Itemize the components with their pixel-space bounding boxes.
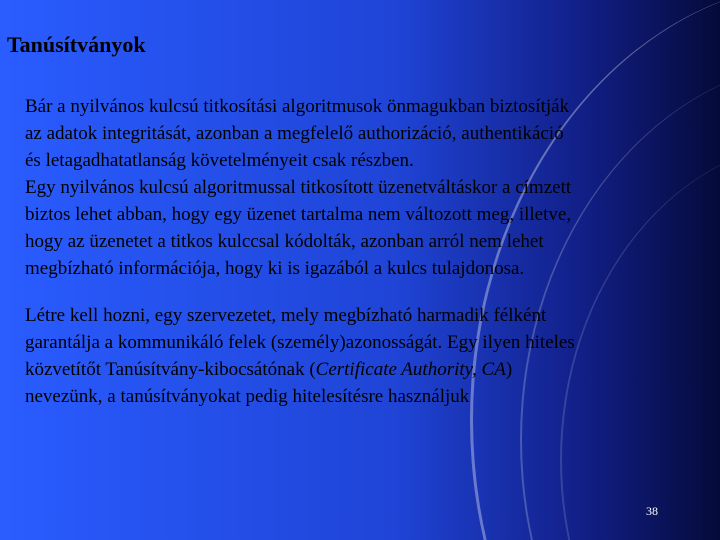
text-line: az adatok integritását, azonban a megfelelő authorizáció, authentikáció [25, 123, 564, 144]
text-line: garantálja a kommunikáló felek (személy)azonosságát. Egy ilyen hiteles [25, 332, 575, 353]
text-line-prefix: közvetítőt Tanúsítvány-kibocsátónak ( [25, 359, 316, 380]
text-line: Létre kell hozni, egy szervezetet, mely megbízható harmadik félként [25, 305, 547, 326]
text-line-suffix: ) [505, 359, 513, 380]
text-line: biztos lehet abban, hogy egy üzenet tartalma nem változott meg, illetve, [25, 204, 572, 225]
italic-term: Certificate Authority, CA [315, 359, 506, 380]
paragraph-message-exchange [25, 174, 719, 282]
text-line: Egy nyilvános kulcsú algoritmussal titkosított üzenetváltáskor a címzett [25, 177, 572, 198]
page-number: 38 [646, 504, 658, 518]
slide-title: Tanúsítványok [7, 32, 146, 57]
paragraph-certificate-authority [25, 302, 719, 410]
text-line: Bár a nyilvános kulcsú titkosítási algoritmusok önmagukban biztosítják [25, 96, 570, 117]
text-line: hogy az üzenetet a titkos kulccsal kódolták, azonban arról nem lehet [25, 231, 544, 252]
text-line: és letagadhatatlanság követelményeit csak részben. [25, 150, 414, 171]
paragraph-integrity [25, 93, 719, 174]
text-line: megbízható információja, hogy ki is igazából a kulcs tulajdonosa. [25, 258, 525, 279]
slide-body [25, 93, 719, 410]
text-line: nevezünk, a tanúsítványokat pedig hitelesítésre használjuk [25, 386, 470, 407]
